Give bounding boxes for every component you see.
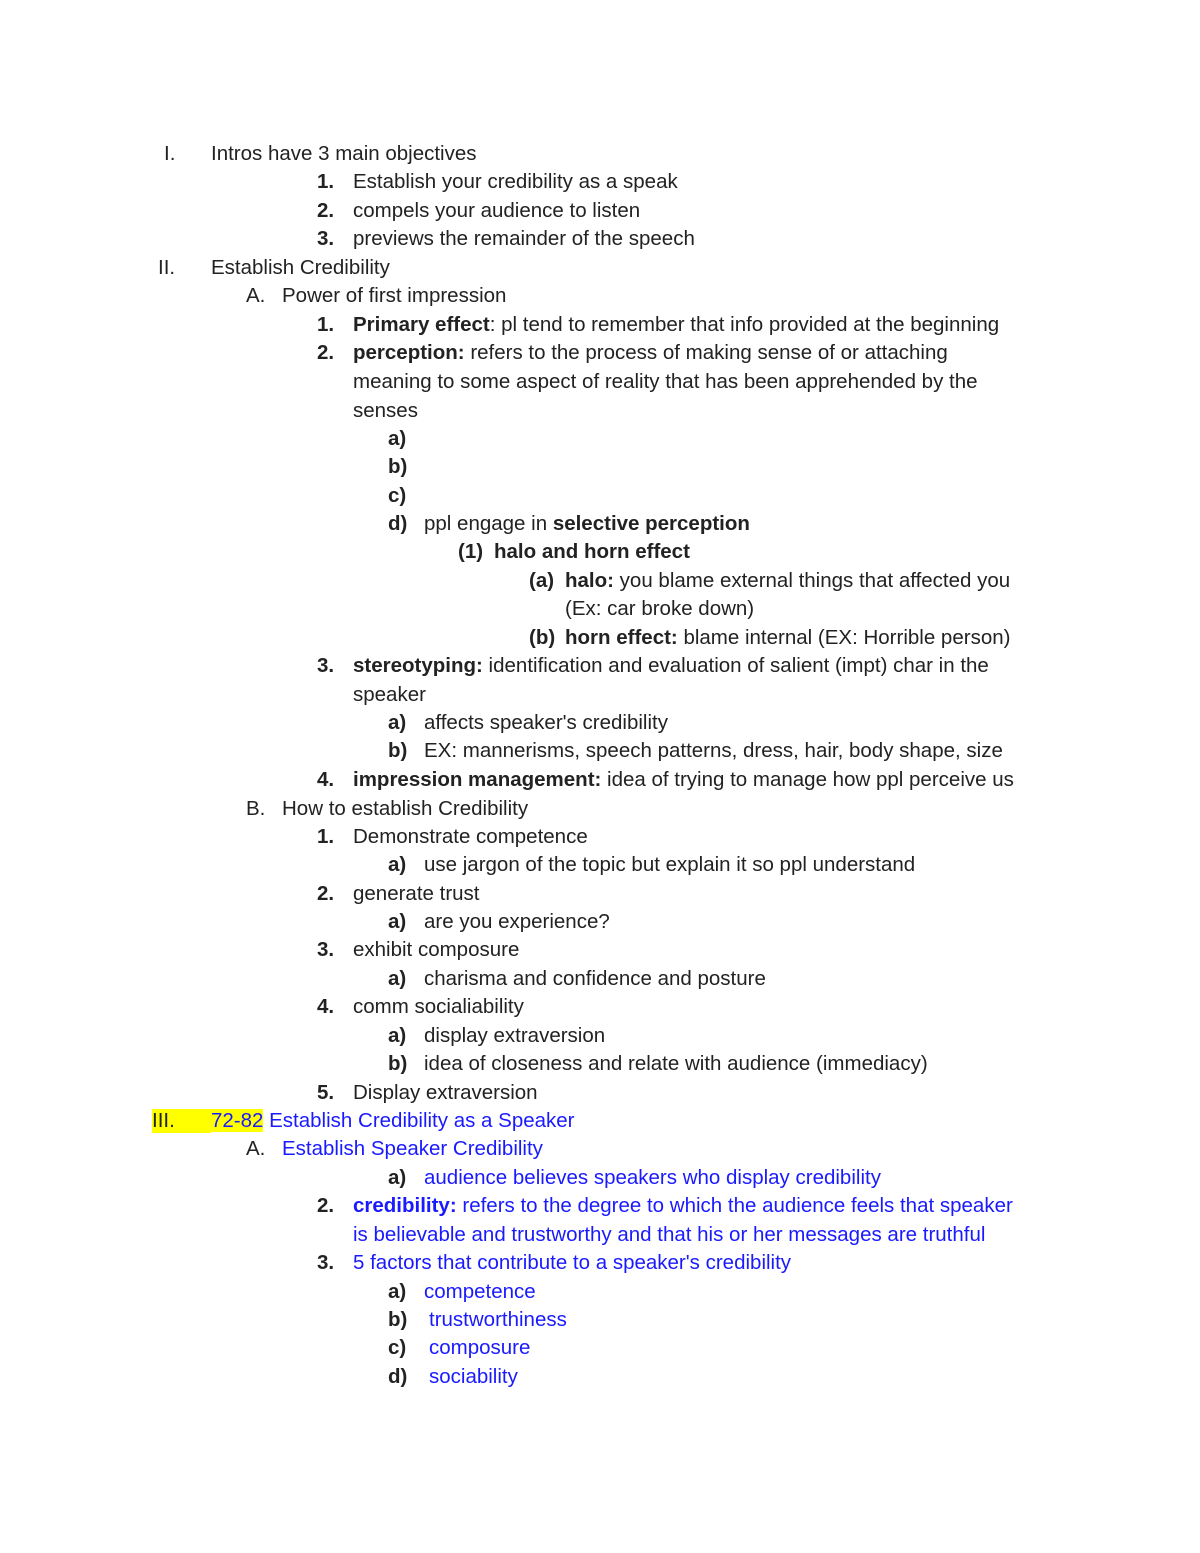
- definition: identification and evaluation of salient (impt) char in the: [482, 654, 989, 677]
- definition: : pl tend to remember that info provided at the beginning: [489, 313, 1000, 336]
- heading-text: How to establish Credibility: [282, 797, 529, 820]
- number-marker: 2.: [317, 199, 335, 222]
- letter-marker: a): [388, 427, 407, 450]
- number-marker: 3.: [317, 1251, 335, 1274]
- letter-marker: d): [388, 512, 408, 535]
- letter-marker: a): [388, 711, 407, 734]
- paren-letter-marker: (a): [529, 569, 555, 592]
- heading-text: Power of first impression: [282, 284, 507, 307]
- number-marker: 4.: [317, 995, 335, 1018]
- number-marker: 1.: [317, 825, 335, 848]
- paren-number-marker: (1): [458, 540, 484, 563]
- item-lead: ppl engage in: [424, 512, 553, 535]
- definition: refers to the process of making sense of or attaching: [464, 341, 948, 364]
- item-text: charisma and confidence and posture: [424, 967, 766, 990]
- continuation-text: meaning to some aspect of reality that has been apprehended by the: [353, 370, 978, 393]
- item-text: use jargon of the topic but explain it so ppl understand: [424, 853, 916, 876]
- number-marker: 1.: [317, 313, 335, 336]
- number-marker: 3.: [317, 227, 335, 250]
- letter-marker: b): [388, 1308, 408, 1331]
- item-text: compels your audience to listen: [353, 199, 641, 222]
- continuation-text: speaker: [353, 683, 426, 706]
- item-text: 5 factors that contribute to a speaker's credibility: [353, 1251, 792, 1274]
- term: halo:: [565, 569, 614, 592]
- term: credibility:: [353, 1194, 457, 1217]
- letter-marker: c): [388, 484, 407, 507]
- letter-marker: a): [388, 1024, 407, 1047]
- letter-marker: B.: [246, 797, 266, 820]
- continuation-text: (Ex: car broke down): [565, 597, 755, 620]
- item-text: previews the remainder of the speech: [353, 227, 695, 250]
- roman-marker: I.: [164, 142, 176, 165]
- definition: refers to the degree to which the audience feels that speaker: [456, 1194, 1013, 1217]
- roman-marker: II.: [158, 256, 176, 279]
- letter-marker: b): [388, 455, 408, 478]
- item-text: [565, 569, 1010, 593]
- number-marker: 2.: [317, 341, 335, 364]
- letter-marker: a): [388, 1166, 407, 1189]
- item-text: affects speaker's credibility: [424, 711, 668, 734]
- item-text: [353, 341, 948, 365]
- paren-letter-marker: (b): [529, 626, 556, 649]
- definition: idea of trying to manage how ppl perceive us: [601, 768, 1014, 791]
- item-text: comm socialiability: [353, 995, 524, 1018]
- number-marker: 1.: [317, 170, 335, 193]
- item-text: audience believes speakers who display credibility: [424, 1166, 881, 1189]
- heading-text: Establish Speaker Credibility: [282, 1137, 543, 1160]
- term: Primary effect: [353, 313, 490, 336]
- item-text: [353, 1194, 1013, 1218]
- number-marker: 4.: [317, 768, 335, 791]
- heading-text: Establish Credibility: [211, 256, 390, 279]
- term: impression management:: [353, 768, 602, 791]
- term: stereotyping:: [353, 654, 483, 677]
- definition: blame internal (EX: Horrible person): [677, 626, 1011, 649]
- letter-marker: b): [388, 1052, 408, 1075]
- letter-marker: a): [388, 967, 407, 990]
- heading-text: [211, 1109, 575, 1133]
- letter-marker: a): [388, 1280, 407, 1303]
- item-text: Display extraversion: [353, 1081, 538, 1104]
- item-text: EX: mannerisms, speech patterns, dress, hair, body shape, size: [424, 739, 1003, 762]
- item-text: halo and horn effect: [494, 540, 690, 563]
- item-text: [424, 512, 750, 536]
- term: perception:: [353, 341, 465, 364]
- letter-marker: A.: [246, 1137, 266, 1160]
- item-text: composure: [429, 1336, 531, 1359]
- number-marker: 2.: [317, 882, 335, 905]
- roman-marker: III.: [152, 1109, 211, 1133]
- letter-marker: d): [388, 1365, 408, 1388]
- item-text: display extraversion: [424, 1024, 606, 1047]
- item-text: are you experience?: [424, 910, 610, 933]
- item-text: trustworthiness: [429, 1308, 567, 1331]
- letter-marker: a): [388, 910, 407, 933]
- number-marker: 3.: [317, 938, 335, 961]
- number-marker: 2.: [317, 1194, 335, 1217]
- term: selective perception: [552, 512, 750, 535]
- term: horn effect:: [565, 626, 678, 649]
- continuation-text: senses: [353, 399, 418, 422]
- heading-text: Intros have 3 main objectives: [211, 142, 477, 165]
- item-text: Demonstrate competence: [353, 825, 588, 848]
- item-text: competence: [424, 1280, 536, 1303]
- item-text: [353, 313, 999, 337]
- continuation-text: is believable and trustworthy and that his or her messages are truthful: [353, 1223, 986, 1246]
- number-marker: 5.: [317, 1081, 335, 1104]
- number-marker: 3.: [317, 654, 335, 677]
- letter-marker: b): [388, 739, 408, 762]
- letter-marker: A.: [246, 284, 266, 307]
- definition: you blame external things that affected you: [613, 569, 1011, 592]
- heading-title: Establish Credibility as a Speaker: [263, 1109, 575, 1132]
- item-text: [353, 768, 1014, 792]
- letter-marker: c): [388, 1336, 407, 1359]
- item-text: [565, 626, 1010, 650]
- item-text: idea of closeness and relate with audience (immediacy): [424, 1052, 928, 1075]
- letter-marker: a): [388, 853, 407, 876]
- item-text: generate trust: [353, 882, 480, 905]
- item-text: [353, 654, 989, 678]
- item-text: sociability: [429, 1365, 518, 1388]
- item-text: Establish your credibility as a speak: [353, 170, 678, 193]
- page-range-highlight: 72-82: [211, 1109, 264, 1132]
- item-text: exhibit composure: [353, 938, 520, 961]
